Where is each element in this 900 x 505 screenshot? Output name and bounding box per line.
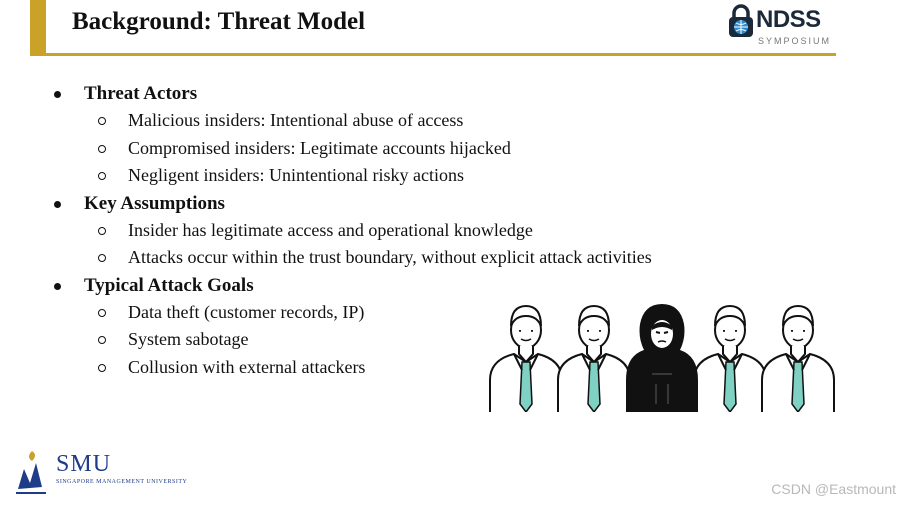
filled-bullet-icon xyxy=(54,201,61,208)
list-item-text: Negligent insiders: Unintentional risky actions xyxy=(128,165,464,185)
hollow-bullet-icon xyxy=(98,309,106,317)
employee-figure xyxy=(558,306,630,412)
section-heading xyxy=(52,272,652,299)
ndss-logo xyxy=(728,2,840,50)
section-heading-text: Key Assumptions xyxy=(84,192,225,214)
list-item-text: Data theft (customer records, IP) xyxy=(128,301,365,322)
list-item xyxy=(52,244,652,272)
smu-logo xyxy=(12,445,188,500)
lock-globe-icon xyxy=(728,4,754,38)
hollow-bullet-icon xyxy=(98,227,106,235)
list-item-text: Malicious insiders: Intentional abuse of access xyxy=(128,110,464,130)
list-item xyxy=(52,107,652,135)
slide-title: Background: Threat Model xyxy=(72,8,366,35)
list-item xyxy=(52,135,652,163)
list-item-text: Attacks occur within the trust boundary, without explicit attack activities xyxy=(128,247,652,267)
section-heading xyxy=(52,80,652,107)
list-item xyxy=(52,217,652,245)
hollow-bullet-icon xyxy=(98,117,106,125)
watermark: CSDN @Eastmount xyxy=(771,481,896,497)
ndss-subtitle: SYMPOSIUM xyxy=(758,36,832,46)
list-item-text: Compromised insiders: Legitimate accounts hijacked xyxy=(128,137,511,158)
hollow-bullet-icon xyxy=(98,145,106,153)
list-item-text: System sabotage xyxy=(128,329,249,349)
list-item-text: Insider has legitimate access and operational knowledge xyxy=(128,219,533,240)
smu-subtitle: SINGAPORE MANAGEMENT UNIVERSITY xyxy=(56,479,188,485)
hollow-bullet-icon xyxy=(98,254,106,262)
section-heading xyxy=(52,190,652,217)
title-underline xyxy=(30,53,836,56)
ndss-wordmark: NDSS xyxy=(756,6,821,33)
hooded-insider-figure xyxy=(626,304,698,412)
smu-wordmark: SMU xyxy=(56,451,112,477)
hollow-bullet-icon xyxy=(98,364,106,372)
section-heading-text: Typical Attack Goals xyxy=(84,274,254,296)
filled-bullet-icon xyxy=(54,283,61,290)
list-item xyxy=(52,162,652,190)
insider-illustration xyxy=(486,300,846,412)
hollow-bullet-icon xyxy=(98,172,106,180)
section-heading-text: Threat Actors xyxy=(84,83,198,104)
employee-figure xyxy=(762,306,834,412)
employee-figure xyxy=(490,306,562,412)
list-item-text: Collusion with external attackers xyxy=(128,356,366,377)
employee-figure xyxy=(694,306,766,412)
hollow-bullet-icon xyxy=(98,336,106,344)
smu-crest-icon xyxy=(12,449,52,497)
filled-bullet-icon xyxy=(54,91,61,98)
title-accent-bar xyxy=(30,0,46,55)
